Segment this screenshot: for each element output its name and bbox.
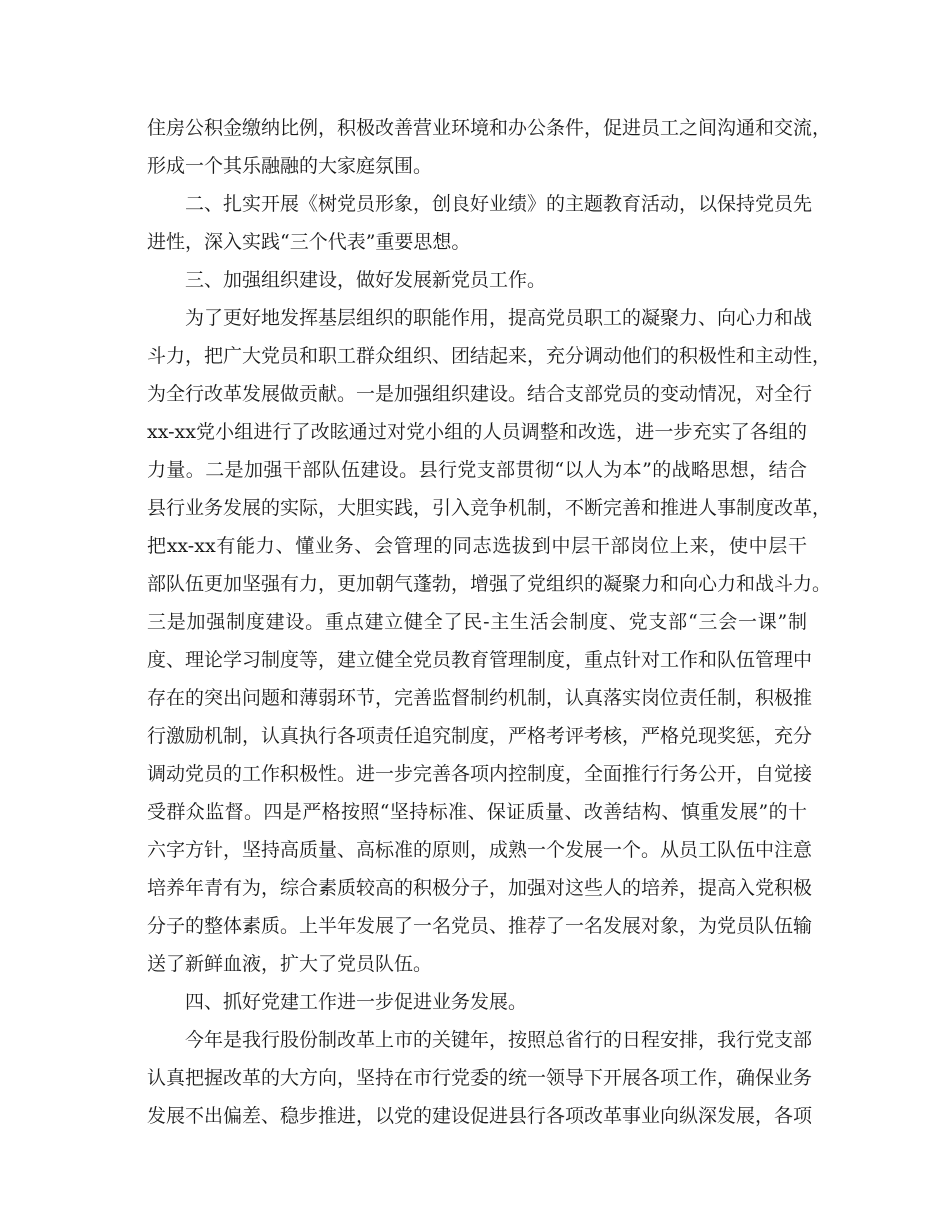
text-line: 住房公积金缴纳比例，积极改善营业环境和办公条件，促进员工之间沟通和交流， xyxy=(147,117,832,139)
document-body xyxy=(147,109,832,1135)
text-line: 部队伍更加坚强有力，更加朝气蓬勃，增强了党组织的凝聚力和向心力和战斗力。 xyxy=(147,573,832,595)
text-line: 三是加强制度建设。重点建立健全了民-主生活会制度、党支部“三会一课”制 xyxy=(147,611,807,633)
text-line: 存在的突出问题和薄弱环节，完善监督制约机制，认真落实岗位责任制，积极推 xyxy=(147,687,813,709)
text-line: 四、抓好党建工作进一步促进业务发展。 xyxy=(185,991,528,1013)
text-line: xx-xx党小组进行了改眩通过对党小组的人员调整和改选，进一步充实了各组的 xyxy=(147,421,807,443)
text-line: 为全行改革发展做贡献。一是加强组织建设。结合支部党员的变动情况，对全行 xyxy=(147,383,813,405)
text-line: 形成一个其乐融融的大家庭氛围。 xyxy=(147,155,433,177)
text-line: 县行业务发展的实际，大胆实践，引入竞争机制，不断完善和推进人事制度改革， xyxy=(147,497,832,519)
text-line: 斗力，把广大党员和职工群众组织、团结起来，充分调动他们的积极性和主动性， xyxy=(147,345,832,367)
text-line: 受群众监督。四是严格按照“坚持标准、保证质量、改善结构、慎重发展”的十 xyxy=(147,801,807,823)
text-line: 发展不出偏差、稳步推进，以党的建设促进县行各项改革事业向纵深发展，各项 xyxy=(147,1105,813,1127)
text-line: 力量。二是加强干部队伍建设。县行党支部贯彻“以人为本”的战略思想，结合 xyxy=(147,459,807,481)
text-line: 三、加强组织建设，做好发展新党员工作。 xyxy=(185,269,547,291)
text-line: 培养年青有为，综合素质较高的积极分子，加强对这些人的培养，提高入党积极 xyxy=(147,877,813,899)
text-line: 今年是我行股份制改革上市的关键年，按照总省行的日程安排，我行党支部 xyxy=(185,1029,813,1051)
text-line: 认真把握改革的大方向，坚持在市行党委的统一领导下开展各项工作，确保业务 xyxy=(147,1067,813,1089)
text-line: 送了新鲜血液，扩大了党员队伍。 xyxy=(147,953,433,975)
text-line: 把xx-xx有能力、懂业务、会管理的同志选拔到中层干部岗位上来，使中层干 xyxy=(147,535,807,557)
text-line: 度、理论学习制度等，建立健全党员教育管理制度，重点针对工作和队伍管理中 xyxy=(147,649,813,671)
text-line: 进性，深入实践“三个代表”重要思想。 xyxy=(147,231,471,253)
text-line: 行激励机制，认真执行各项责任追究制度，严格考评考核，严格兑现奖惩，充分 xyxy=(147,725,813,747)
text-line: 二、扎实开展《树党员形象，创良好业绩》的主题教育活动，以保持党员先 xyxy=(185,193,813,215)
text-line: 分子的整体素质。上半年发展了一名党员、推荐了一名发展对象，为党员队伍输 xyxy=(147,915,813,937)
text-line: 为了更好地发挥基层组织的职能作用，提高党员职工的凝聚力、向心力和战 xyxy=(185,307,813,329)
text-line: 六字方针，坚持高质量、高标准的原则，成熟一个发展一个。从员工队伍中注意 xyxy=(147,839,813,861)
text-line: 调动党员的工作积极性。进一步完善各项内控制度，全面推行行务公开，自觉接 xyxy=(147,763,813,785)
